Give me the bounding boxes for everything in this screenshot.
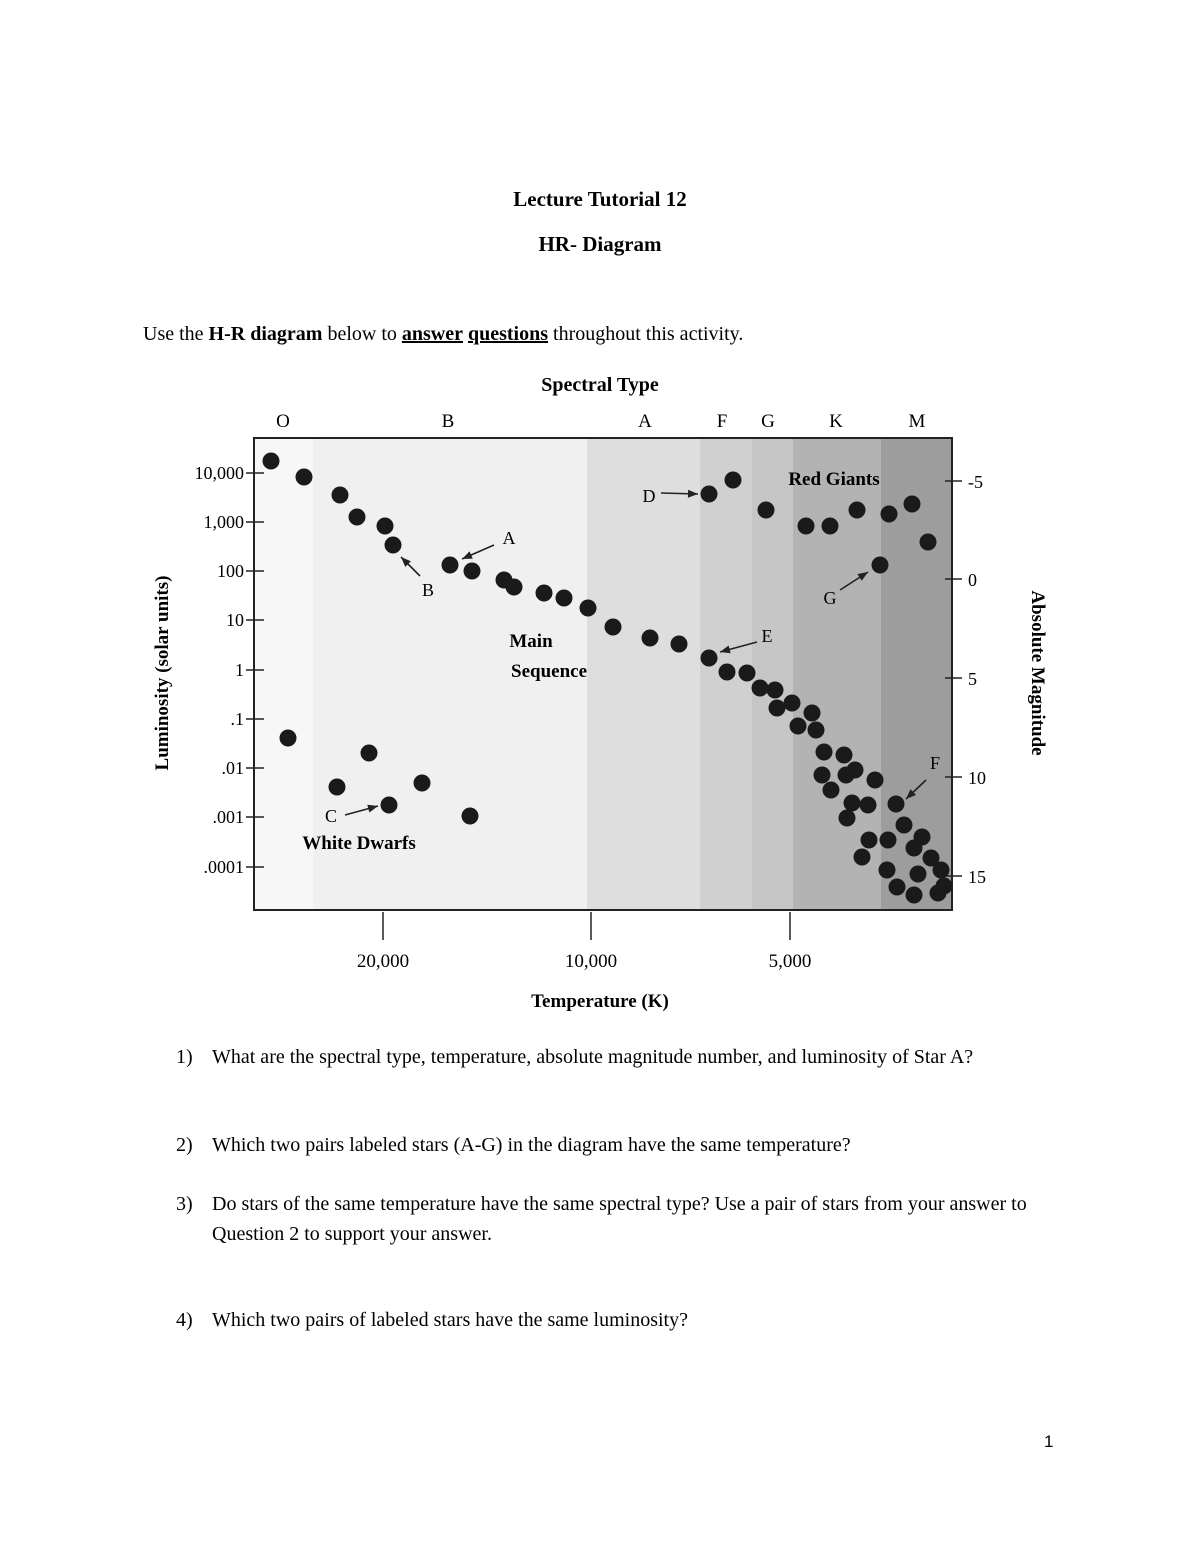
star-dot bbox=[904, 496, 921, 513]
star-dot bbox=[861, 832, 878, 849]
star-dot bbox=[822, 518, 839, 535]
intro-part: below to bbox=[322, 323, 402, 345]
star-dot bbox=[838, 767, 855, 784]
star-label-e: E bbox=[761, 626, 773, 646]
star-dot bbox=[823, 782, 840, 799]
spectral-type-label: F bbox=[716, 411, 728, 432]
star-label-f: F bbox=[929, 753, 941, 773]
question-text: What are the spectral type, temperature, absolute magnitude number, and luminosity of Star A? bbox=[212, 1046, 974, 1068]
question-text: Which two pairs labeled stars (A-G) in the diagram have the same temperature? bbox=[212, 1134, 851, 1156]
intro-underline-answer: answer bbox=[401, 323, 463, 345]
star-dot bbox=[642, 630, 659, 647]
question-number: 2) bbox=[176, 1134, 193, 1156]
star-dot bbox=[296, 469, 313, 486]
spectral-type-label: G bbox=[761, 411, 775, 432]
star-dot bbox=[605, 619, 622, 636]
star-dot bbox=[881, 506, 898, 523]
star-label-g: G bbox=[823, 588, 837, 608]
y-tick-label: 100 bbox=[217, 561, 244, 581]
spectral-type-label: M bbox=[908, 411, 926, 432]
star-label-c: C bbox=[324, 806, 338, 826]
star-dot bbox=[671, 636, 688, 653]
star-dot bbox=[361, 745, 378, 762]
star-dot bbox=[329, 779, 346, 796]
y-tick-label: 10 bbox=[226, 610, 244, 630]
star-dot bbox=[798, 518, 815, 535]
star-dot bbox=[844, 795, 861, 812]
star-dot bbox=[933, 862, 950, 879]
y2-tick-label: 5 bbox=[968, 669, 977, 689]
star-dot bbox=[816, 744, 833, 761]
spectral-type-label: O bbox=[276, 411, 290, 432]
star-dot bbox=[725, 472, 742, 489]
intro-bold: H-R diagram bbox=[208, 323, 323, 345]
question-text: Which two pairs of labeled stars have the same luminosity? bbox=[212, 1309, 688, 1331]
y-tick-label: .1 bbox=[230, 709, 244, 729]
star-dot bbox=[910, 866, 927, 883]
region-label-sequence: Sequence bbox=[511, 661, 587, 682]
star-dot bbox=[880, 832, 897, 849]
y-tick-label: 1,000 bbox=[203, 512, 244, 532]
star-dot bbox=[506, 579, 523, 596]
star-dot bbox=[462, 808, 479, 825]
star-dot bbox=[580, 600, 597, 617]
star-dot bbox=[814, 767, 831, 784]
y-axis-label: Luminosity (solar units) bbox=[152, 575, 173, 771]
page-subtitle: HR- Diagram bbox=[538, 232, 662, 256]
star-dot bbox=[701, 650, 718, 667]
spectral-type-label: K bbox=[829, 411, 843, 432]
spectral-type-label: B bbox=[441, 411, 455, 432]
question-number: 3) bbox=[176, 1193, 193, 1215]
x-axis-label: Temperature (K) bbox=[531, 991, 669, 1012]
star-dot bbox=[414, 775, 431, 792]
page-number: 1 bbox=[1044, 1432, 1054, 1451]
y2-tick-label: -5 bbox=[968, 472, 983, 492]
spectral-type-label: A bbox=[638, 411, 652, 432]
star-dot bbox=[790, 718, 807, 735]
region-label-main: Main bbox=[509, 631, 553, 652]
y2-tick-label: 0 bbox=[968, 570, 977, 590]
question-number: 1) bbox=[176, 1046, 193, 1068]
y2-tick-label: 15 bbox=[968, 867, 986, 887]
star-dot bbox=[767, 682, 784, 699]
question-number: 4) bbox=[176, 1309, 193, 1331]
star-dot bbox=[920, 534, 937, 551]
star-dot bbox=[879, 862, 896, 879]
star-dot bbox=[263, 453, 280, 470]
star-dot bbox=[385, 537, 402, 554]
star-dot bbox=[739, 665, 756, 682]
star-dot bbox=[804, 705, 821, 722]
y-tick-label: .001 bbox=[212, 807, 244, 827]
star-dot bbox=[719, 664, 736, 681]
x-tick-label: 20,000 bbox=[356, 951, 410, 972]
star-dot bbox=[377, 518, 394, 535]
star-dot bbox=[889, 879, 906, 896]
x-tick-label: 10,000 bbox=[564, 951, 618, 972]
star-dot bbox=[836, 747, 853, 764]
star-dot bbox=[867, 772, 884, 789]
star-dot bbox=[332, 487, 349, 504]
intro-underline-questions: questions bbox=[467, 323, 549, 345]
y-tick-label: .0001 bbox=[203, 857, 244, 877]
star-dot bbox=[906, 887, 923, 904]
star-dot bbox=[536, 585, 553, 602]
chart-title: Spectral Type bbox=[541, 374, 659, 396]
star-dot bbox=[758, 502, 775, 519]
star-dot bbox=[936, 878, 953, 895]
y-tick-label: 1 bbox=[235, 660, 244, 680]
y2-axis-label: Absolute Magnitude bbox=[1027, 590, 1048, 756]
star-dot bbox=[808, 722, 825, 739]
star-dot bbox=[556, 590, 573, 607]
intro-part: Use the bbox=[143, 323, 209, 345]
star-dot bbox=[854, 849, 871, 866]
star-dot bbox=[896, 817, 913, 834]
star-dot bbox=[464, 563, 481, 580]
star-label-d: D bbox=[642, 486, 656, 506]
star-dot bbox=[906, 840, 923, 857]
star-dot bbox=[769, 700, 786, 717]
star-dot bbox=[701, 486, 718, 503]
star-dot bbox=[442, 557, 459, 574]
spectral-band bbox=[587, 438, 700, 910]
y-tick-label: .01 bbox=[221, 758, 244, 778]
y2-tick-label: 10 bbox=[968, 768, 986, 788]
x-tick-label: 5,000 bbox=[768, 951, 812, 972]
star-dot bbox=[872, 557, 889, 574]
star-dot bbox=[888, 796, 905, 813]
star-dot bbox=[349, 509, 366, 526]
star-dot bbox=[752, 680, 769, 697]
intro-part: throughout this activity. bbox=[548, 323, 744, 345]
star-label-b: B bbox=[421, 580, 435, 600]
star-dot bbox=[860, 797, 877, 814]
question-text: Do stars of the same temperature have the same spectral type? Use a pair of stars from your answer to Question 2 to support your answer. bbox=[212, 1193, 1027, 1245]
star-label-a: A bbox=[502, 528, 516, 548]
region-label-white-dwarfs: White Dwarfs bbox=[302, 833, 416, 854]
y-tick-label: 10,000 bbox=[194, 463, 244, 483]
star-dot bbox=[280, 730, 297, 747]
star-dot bbox=[849, 502, 866, 519]
star-dot bbox=[381, 797, 398, 814]
page-title: Lecture Tutorial 12 bbox=[513, 187, 687, 211]
star-dot bbox=[784, 695, 801, 712]
region-label-red-giants: Red Giants bbox=[788, 469, 880, 490]
star-dot bbox=[839, 810, 856, 827]
